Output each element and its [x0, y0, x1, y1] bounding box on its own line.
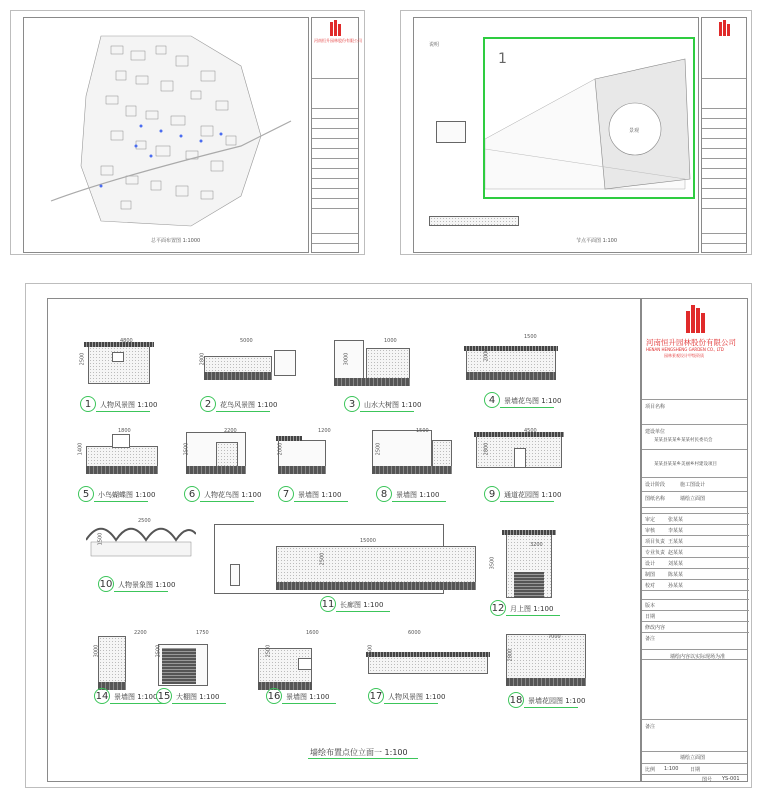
elevation-caption: 人物风景图 1:100	[388, 693, 446, 701]
signoff-role: 审定	[645, 517, 656, 523]
site-plan-caption: 总平面布置图 1:1000	[151, 238, 201, 244]
drawing-value: 墙绘立面图	[680, 496, 706, 502]
scale-value: 1:100	[664, 766, 679, 772]
project-value: 某某县某某乡美丽乡村建设项目	[654, 462, 717, 467]
dimension-width: 3200	[530, 542, 543, 548]
elevation-number: 8	[376, 486, 392, 502]
company-name: 河南恒升园林股份有限公司	[646, 338, 736, 347]
revision-label: 修改内容	[645, 625, 666, 631]
revision-label: 日期	[645, 614, 656, 620]
sheet-value: YS-001	[722, 776, 740, 782]
signoff-name: 孙某某	[668, 583, 684, 589]
elevation-number: 5	[78, 486, 94, 502]
dimension-width: 7000	[548, 634, 561, 640]
elevation-number: 11	[320, 596, 336, 612]
site-plan-map	[41, 26, 301, 236]
signoff-name: 陈某某	[668, 572, 684, 578]
signoff-role: 设计	[645, 561, 656, 567]
signoff-role: 校对	[645, 583, 656, 589]
dimension-width: 2500	[138, 518, 151, 524]
client-label: 建设单位	[645, 429, 666, 435]
elevation-number: 2	[200, 396, 216, 412]
dimension-width: 1500	[416, 428, 429, 434]
dimension-width: 1600	[306, 630, 319, 636]
stage-value: 施工图设计	[680, 482, 706, 488]
elevation-caption: 人物风景图 1:100	[100, 401, 158, 409]
drawing-name-bottom: 墙绘立面图	[680, 755, 706, 761]
elevation-number: 10	[98, 576, 114, 592]
dimension-height: 2500	[375, 442, 382, 456]
elevation-14-wall	[98, 636, 126, 686]
elevation-caption: 大棚图 1:100	[176, 693, 220, 701]
project-label: 项目名称	[645, 404, 666, 410]
elevation-caption: 人物景象图 1:100	[118, 581, 176, 589]
stage-label: 设计阶段	[645, 482, 666, 488]
elevation-caption: 景墙图 1:100	[396, 491, 440, 499]
dimension-width: 1200	[318, 428, 331, 434]
dimension-width: 1750	[196, 630, 209, 636]
dimension-width: 15000	[360, 538, 376, 544]
signoff-role: 项目负责	[645, 539, 666, 545]
dimension-width: 2200	[134, 630, 147, 636]
company-name: 河南恒升园林股份有限公司	[314, 38, 362, 43]
company-logo-icon	[318, 20, 354, 38]
elevation-caption: 花鸟风景图 1:100	[220, 401, 278, 409]
revision-label: 版本	[645, 603, 656, 609]
scale-label: 比例	[645, 767, 656, 773]
detail-note: 说明	[429, 42, 440, 48]
dimension-height: 1500	[97, 532, 104, 546]
dimension-height: 2800	[507, 648, 514, 662]
dimension-height: 1500	[367, 644, 374, 658]
dimension-height: 2500	[79, 352, 86, 366]
dimension-height: 2800	[199, 352, 206, 366]
signoff-role: 专业负责	[645, 550, 666, 556]
elevation-caption: 人物花鸟图 1:100	[204, 491, 262, 499]
dimension-height: 2500	[183, 442, 190, 456]
signoff-name: 王某某	[668, 539, 684, 545]
dimension-height: 2500	[155, 644, 162, 658]
top-right-sheet	[400, 10, 752, 255]
main-sheet	[25, 283, 752, 788]
elevation-caption: 山水大树图 1:100	[364, 401, 422, 409]
dimension-height: 2800	[483, 442, 490, 456]
title-block	[311, 17, 362, 253]
elevation-number: 1	[80, 396, 96, 412]
dimension-width: 1000	[384, 338, 397, 344]
signoff-role: 制图	[645, 572, 656, 578]
elevation-number: 3	[344, 396, 360, 412]
company-name-en: HENAN HENGSHENG GARDEN CO., LTD	[646, 347, 724, 352]
dimension-width: 6000	[408, 630, 421, 636]
company-subtitle: 园林景观设计甲级资质	[664, 353, 704, 358]
dimension-height: 3500	[489, 556, 496, 570]
elevation-number: 12	[490, 600, 506, 616]
client-value: 某某县某某乡某某村民委员会	[654, 438, 713, 443]
garage-door	[514, 572, 544, 598]
elevation-caption: 景墙图 1:100	[286, 693, 330, 701]
dimension-height: 2500	[265, 644, 272, 658]
elevation-caption: 通道花园图 1:100	[504, 491, 562, 499]
dimension-width: 1500	[524, 334, 537, 340]
signoff-role: 审核	[645, 528, 656, 534]
drawing-label: 图纸名称	[645, 496, 666, 502]
elevation-caption: 月上图 1:100	[510, 605, 554, 613]
dimension-width: 4500	[524, 428, 537, 434]
main-sheet-title: 墙绘布置点位立面一 1:100	[310, 748, 408, 757]
title-block	[701, 17, 747, 253]
notes-label: 备注	[645, 724, 656, 730]
top-left-sheet	[10, 10, 365, 255]
company-logo-icon	[707, 20, 743, 38]
elevation-number: 9	[484, 486, 500, 502]
elevation-number: 4	[484, 392, 500, 408]
dimension-height: 2500	[319, 552, 326, 566]
signoff-name: 李某某	[668, 528, 684, 534]
elevation-17-wall	[368, 656, 488, 674]
elevation-caption: 长廊图 1:100	[340, 601, 384, 609]
detail-number: 1	[498, 51, 507, 67]
notes-value: 墙绘内容以实际现场为准	[670, 654, 726, 660]
elevation-18-wall	[506, 634, 586, 682]
elevation-number: 14	[94, 688, 110, 704]
dimension-height: 2000	[483, 348, 490, 362]
circle-label: 景观	[629, 128, 640, 134]
elevation-caption: 景墙花园图 1:100	[528, 697, 586, 705]
detail-plan-small	[436, 121, 466, 143]
shed-door	[162, 648, 196, 684]
elevation-caption: 景墙图 1:100	[114, 693, 158, 701]
dimension-height: 3000	[93, 644, 100, 658]
signoff-name: 赵某某	[668, 550, 684, 556]
date-label: 日期	[690, 767, 701, 773]
elevation-number: 17	[368, 688, 384, 704]
dimension-height: 2000	[277, 442, 284, 456]
dimension-height: 1400	[77, 442, 84, 456]
dimension-width: 5000	[240, 338, 253, 344]
elevation-number: 18	[508, 692, 524, 708]
dimension-height: 3000	[343, 352, 350, 366]
sheet-label: 图号	[702, 777, 713, 783]
elevation-caption: 景墙花鸟图 1:100	[504, 397, 562, 405]
dimension-width: 4800	[120, 338, 133, 344]
signoff-name: 刘某某	[668, 561, 684, 567]
elevation-caption: 小鸟蝴蝶图 1:100	[98, 491, 156, 499]
elevation-number: 7	[278, 486, 294, 502]
detail-plan	[485, 39, 693, 197]
dimension-width: 1800	[118, 428, 131, 434]
detail-caption: 节点平面图 1:100	[576, 238, 617, 244]
elevation-number: 6	[184, 486, 200, 502]
signoff-name: 张某某	[668, 517, 684, 523]
elevation-number: 15	[156, 688, 172, 704]
dimension-width: 2200	[224, 428, 237, 434]
detail-pattern	[429, 216, 519, 226]
title-block	[641, 298, 748, 782]
company-logo-icon	[672, 305, 718, 335]
elevation-number: 16	[266, 688, 282, 704]
elevation-caption: 景墙图 1:100	[298, 491, 342, 499]
revision-label: 备注	[645, 636, 656, 642]
